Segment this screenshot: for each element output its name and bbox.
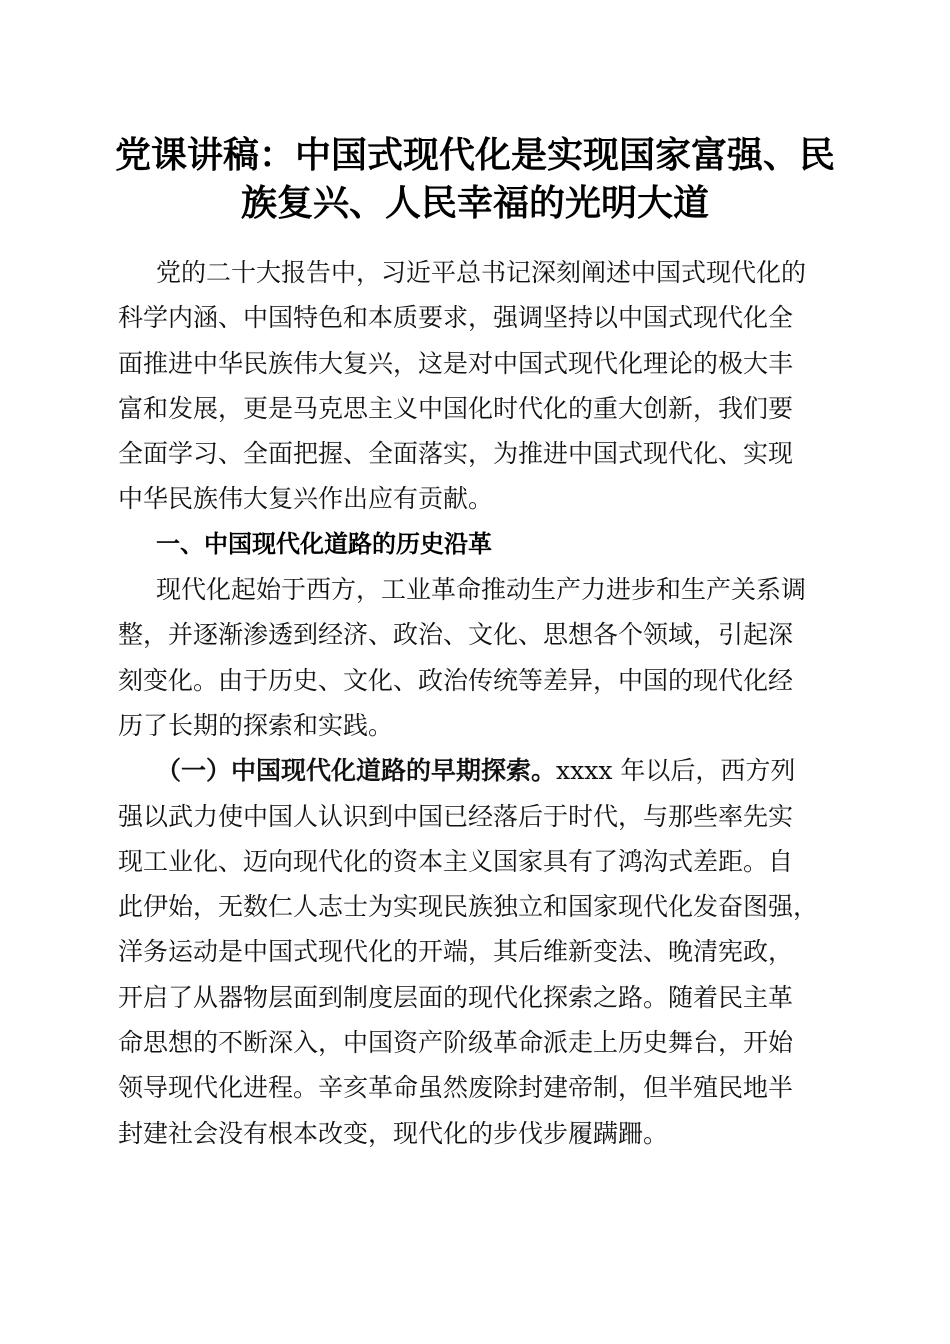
- subsection1-line: 命思想的不断深入，中国资产阶级革命派走上历史舞台，开始: [118, 1028, 794, 1058]
- title-line-1: 党课讲稿：中国式现代化是实现国家富强、民: [114, 135, 835, 176]
- intro-line: 富和发展，更是马克思主义中国化时代化的重大创新，我们要: [118, 393, 794, 423]
- subsection1-line: 洋务运动是中国式现代化的开端，其后维新变法、晚清宪政，: [118, 937, 794, 967]
- section1-line: 刻变化。由于历史、文化、政治传统等差异，中国的现代化经: [118, 665, 794, 695]
- subsection1-line: 封建社会没有根本改变，现代化的步伐步履蹒跚。: [118, 1118, 669, 1148]
- intro-line: 中华民族伟大复兴作出应有贡献。: [118, 484, 494, 514]
- section1-line: 整，并逐渐渗透到经济、政治、文化、思想各个领域，引起深: [118, 620, 794, 650]
- subsection1-line: 现工业化、迈向现代化的资本主义国家具有了鸿沟式差距。自: [118, 846, 794, 876]
- subsection1-first-line: [118, 748, 830, 793]
- intro-paragraph: [118, 250, 830, 522]
- document-title: [100, 132, 850, 228]
- intro-line: 面推进中华民族伟大复兴，这是对中国式现代化理论的极大丰: [118, 348, 794, 378]
- section1-line: 现代化起始于西方，工业革命推动生产力进步和生产关系调: [156, 575, 807, 605]
- document-body: [118, 250, 830, 1156]
- subsection1-line: 领导现代化进程。辛亥革命虽然废除封建帝制，但半殖民地半: [118, 1073, 794, 1103]
- section-heading-1: 一、中国现代化道路的历史沿革: [156, 529, 492, 558]
- subsection1-line: 强以武力使中国人认识到中国已经落后于时代，与那些率先实: [118, 801, 794, 831]
- subsection1-line: 开启了从器物层面到制度层面的现代化探索之路。随着民主革: [118, 982, 794, 1012]
- subsection1-first-line-rest: xxxx 年以后，西方列: [556, 756, 796, 786]
- subsection1-line: 此伊始，无数仁人志士为实现民族独立和国家现代化发奋图强，: [118, 892, 819, 922]
- intro-line: 党的二十大报告中，习近平总书记深刻阐述中国式现代化的: [156, 258, 807, 287]
- title-line-2: 族复兴、人民幸福的光明大道: [240, 183, 709, 224]
- subsection1-paragraph: [118, 748, 830, 1156]
- section1-paragraph: [118, 567, 830, 748]
- subsection-heading-1: （一）中国现代化道路的早期探索。: [156, 756, 557, 786]
- intro-line: 全面学习、全面把握、全面落实，为推进中国式现代化、实现: [118, 439, 794, 469]
- section1-line: 历了长期的探索和实践。: [118, 710, 394, 740]
- intro-line: 科学内涵、中国特色和本质要求，强调坚持以中国式现代化全: [118, 303, 794, 333]
